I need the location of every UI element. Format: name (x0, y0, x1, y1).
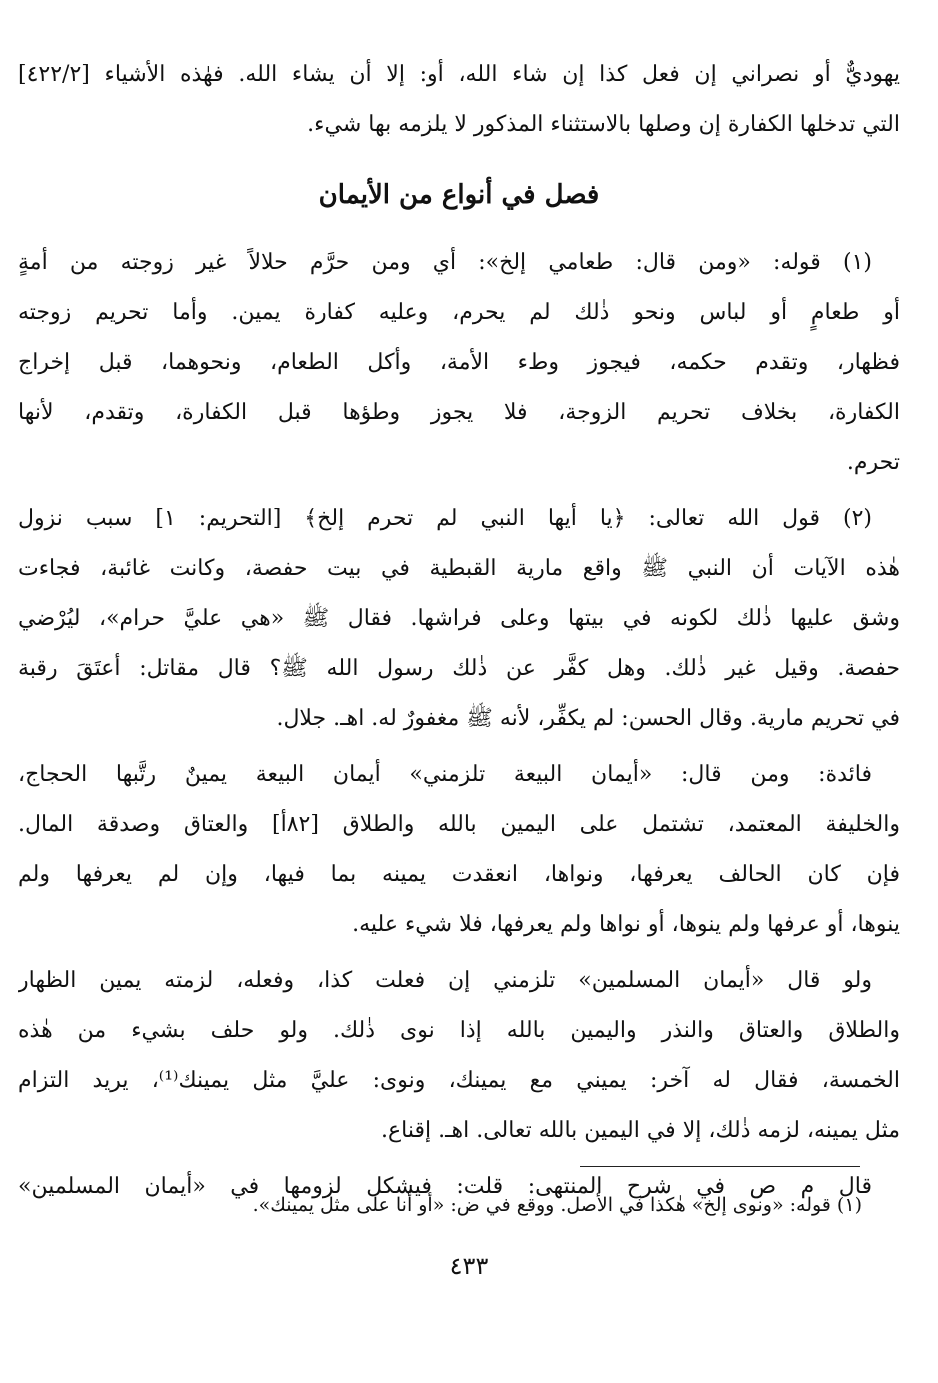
paragraph-line: ينوها، أو عرفها ولم ينوها، أو نواها ولم يعرفها، فلا شيء عليه. (352, 912, 900, 937)
paragraph-1 (18, 238, 900, 488)
page-number: ٤٣٣ (449, 1252, 489, 1280)
section-title: فصل في أنواع من الأيمان (318, 180, 600, 210)
paragraph-line: تحرم. (846, 450, 900, 475)
paragraph-line: الخمسة، فقال له آخر: يميني مع يمينك، ونوى: عليَّ مثل يمينك⁽¹⁾، يريد التزام (18, 1068, 900, 1093)
paragraph-line: هٰذه الآيات أن النبي ﷺ واقع مارية القبطية في بيت حفصة، وكانت غائبة، فجاءت (18, 556, 900, 581)
paragraph-line: في تحريم مارية. وقال الحسن: لم يكفِّر، لأنه ﷺ مغفورٌ له. اهـ. جلال. (276, 706, 900, 731)
paragraph-line: فإن كان الحالف يعرفها، ونواها، انعقدت يمينه بما فيها، وإن لم يعرفها ولم (18, 862, 900, 887)
footnote-separator (580, 1166, 860, 1167)
paragraph-line: أو طعامٍ أو لباس ونحو ذٰلك لم يحرم، وعليه كفارة يمين. وأما تحريم زوجته (18, 300, 900, 325)
paragraph-4 (18, 956, 900, 1156)
paragraph-line: والطلاق والعتاق والنذر واليمين بالله إذا نوى ذٰلك. ولو حلف بشيء من هٰذه (18, 1018, 900, 1043)
paragraph-3 (18, 750, 900, 950)
paragraph-2 (18, 494, 900, 744)
paragraph-line: ولو قال «أيمان المسلمين» تلزمني إن فعلت كذا، وفعله، لزمته يمين الظهار (18, 968, 872, 993)
paragraph-line: وشق عليها ذٰلك لكونه في بيتها وعلى فراشها. فقال ﷺ «هي عليَّ حرام»، ليُرْضي (18, 606, 900, 631)
intro-line: التي تدخلها الكفارة إن وصلها بالاستثناء المذكور لا يلزمه بها شيء. (307, 112, 900, 137)
paragraph-line: فظهار، وتقدم حكمه، فيجوز وطء الأمة، وأكل الطعام، ونحوهما، قبل إخراج (18, 350, 900, 375)
paragraph-line: والخليفة المعتمد، تشتمل على اليمين بالله والطلاق [٨٢أ] والعتاق وصدقة المال. (18, 812, 900, 837)
paragraph-line: (١) قوله: «ومن قال: طعامي إلخ»: أي ومن حرَّم حلالاً غير زوجته من أمةٍ (18, 250, 872, 275)
paragraph-line: قال م ص في شرح المنتهى: قلت: فيشكل لزومها في «أيمان المسلمين» (18, 1174, 872, 1199)
intro-block (18, 50, 900, 150)
footnote: (١) قوله: «ونوى إلخ» هٰكذا في الأصل. ووقع في ض: «أو أنا على مثل يمينك». (252, 1194, 862, 1216)
paragraph-line: فائدة: ومن قال: «أيمان البيعة تلزمني» أيمان البيعة يمينٌ رتَّبها الحجاج، (18, 762, 872, 787)
intro-line: يهوديٌّ أو نصراني إن فعل كذا إن شاء الله، أو: إلا أن يشاء الله. فهٰذه الأشياء [٤٢٢/٢] (18, 62, 900, 87)
paragraph-line: الكفارة، بخلاف تحريم الزوجة، فلا يجوز وطؤها قبل الكفارة، وتقدم، لأنها (18, 400, 900, 425)
paragraph-line: حفصة. وقيل غير ذٰلك. وهل كفَّر عن ذٰلك رسول الله ﷺ؟ قال مقاتل: أعتَقَ رقبة (18, 656, 900, 681)
paragraph-line: (٢) قول الله تعالى: ﴿يا أيها النبي لم تحرم إلخ﴾ [التحريم: ١] سبب نزول (18, 506, 872, 531)
paragraph-line: مثل يمينه، لزمه ذٰلك، إلا في اليمين بالله تعالى. اهـ. إقناع. (381, 1118, 900, 1143)
page-body (18, 50, 900, 1212)
